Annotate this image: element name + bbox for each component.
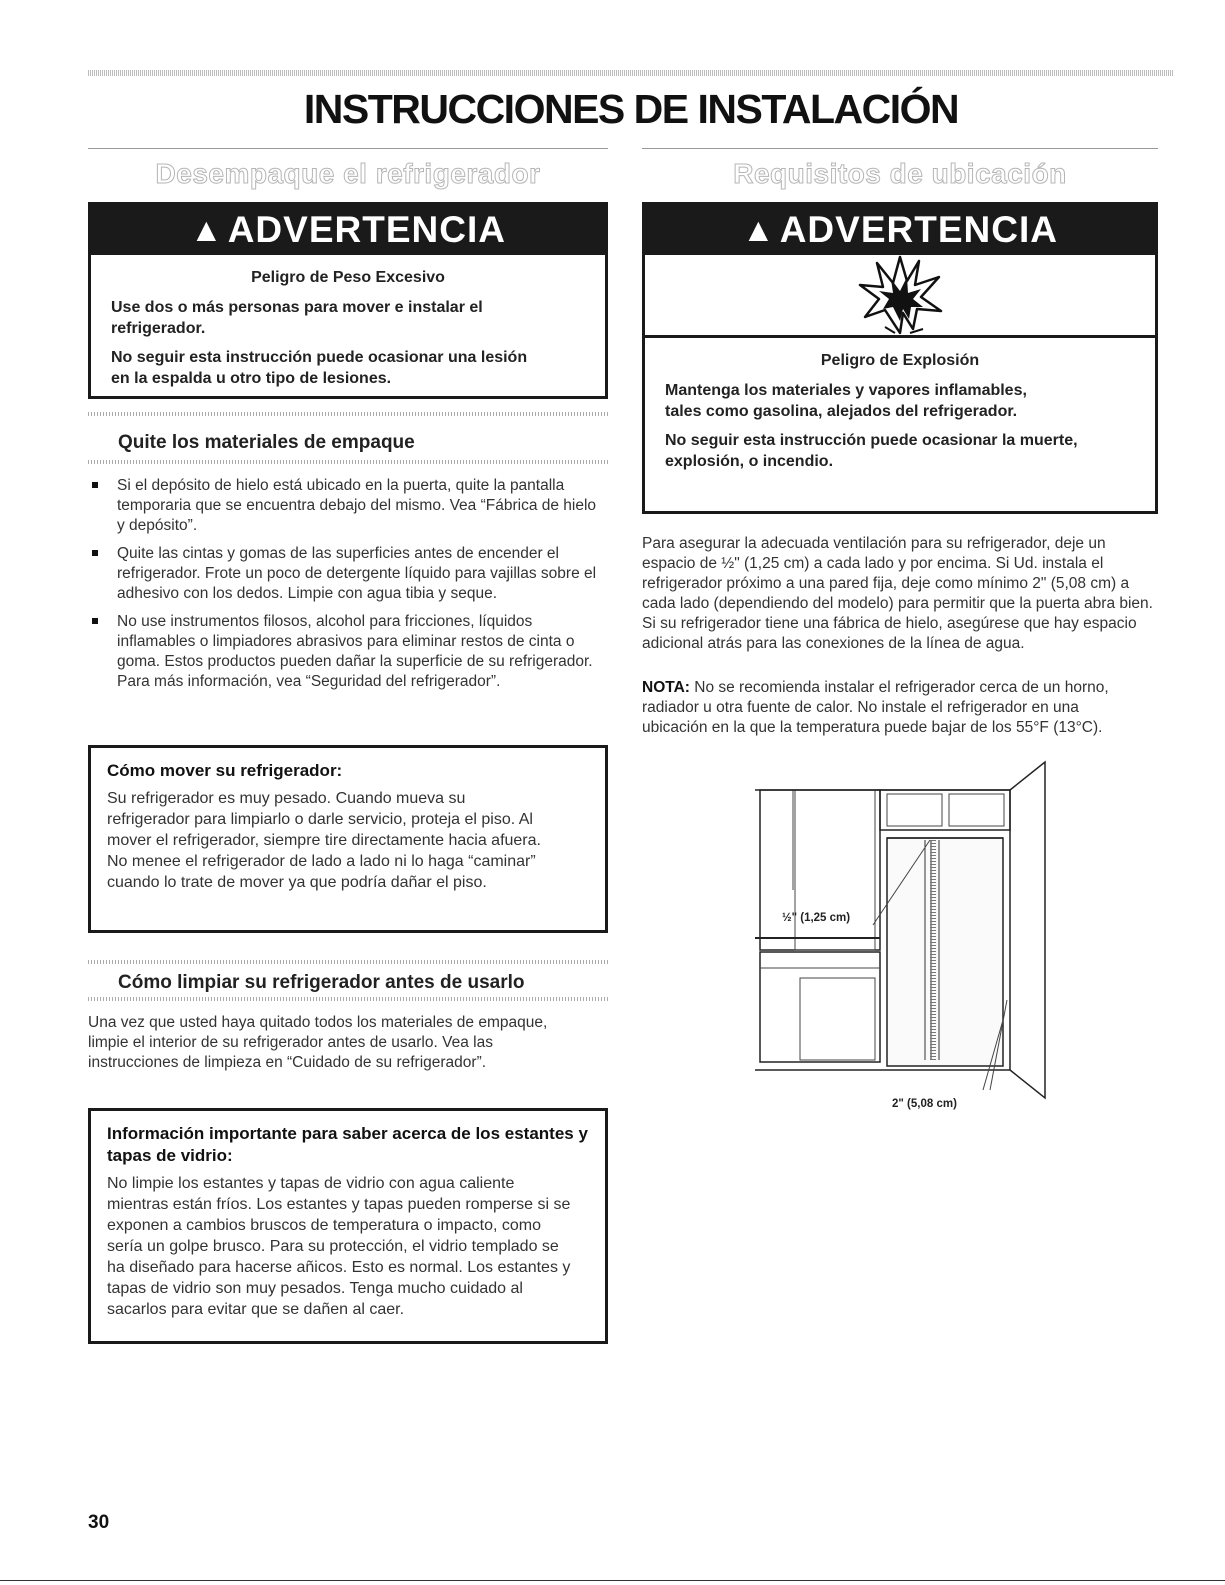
left-column-rule (88, 148, 608, 149)
left-section-title: Desempaque el refrigerador (155, 158, 541, 189)
warning-consequence: No seguir esta instrucción puede ocasionar la muerte, explosión, o incendio. (665, 432, 1078, 470)
top-decorative-band (88, 70, 1174, 76)
subhead-divider (88, 412, 608, 416)
warning-triangle-icon: ▲ (742, 211, 776, 248)
bullet-square-icon (92, 618, 98, 624)
ventilation-text: Para asegurar la adecuada ventilación para su refrigerador, deje un espacio de ½" (1,25 cm) a cada lado y por encima. Si Ud. instala el refrigerador próximo a una pared fija, deje como mínimo 2" (5,08 cm) a cada lado (dependiendo del modelo) para permitir que la puerta abra bien. Si su refrigerador tiene una fábrica de hielo, asegúrese que hay espacio adicional atrás para las conexiones de la línea de agua. (642, 535, 1153, 652)
note-text: No se recomienda instalar el refrigerador cerca de un horno, radiador u otra fuente de calor. No instale el refrigerador en una ubicación en la que la temperatura puede bajar de los 55°F (13°C). (642, 679, 1109, 736)
bullet-square-icon (92, 482, 98, 488)
cleaning-text: Una vez que usted haya quitado todos los materiales de empaque, limpie el interior de su refrigerador antes de usarlo. Vea las instrucciones de limpieza en “Cuidado de su refrigerador”. (88, 1014, 548, 1071)
warning-header (91, 205, 605, 255)
moving-info-box (88, 745, 608, 933)
diagram-label-half-inch: ½" (1,25 cm) (782, 912, 851, 924)
glass-info-box (88, 1108, 608, 1344)
moving-box-title: Cómo mover su refrigerador: (107, 761, 343, 780)
installation-diagram (755, 760, 1055, 1120)
warning-body (645, 338, 1155, 490)
subhead-divider (88, 960, 608, 964)
diagram-label-two-inch: 2" (5,08 cm) (892, 1098, 957, 1110)
warning-instruction: Use dos o más personas para mover e instalar el refrigerador. (111, 299, 483, 337)
moving-box-text: Su refrigerador es muy pesado. Cuando mueva su refrigerador para limpiarlo o darle servicio, proteja el piso. Al mover el refrigerador, siempre tire directamente hacia afuera. No menee el refrigerador de lado a lado ni lo haga “caminar” cuando lo trate de mover ya que podría dañar el piso. (107, 790, 541, 891)
right-column-rule (642, 148, 1158, 149)
explosion-icon-cell (645, 255, 1155, 338)
warning-consequence: No seguir esta instrucción puede ocasionar una lesión en la espalda u otro tipo de lesiones. (111, 349, 528, 387)
list-item: No use instrumentos filosos, alcohol para fricciones, líquidos inflamables o limpiadores abrasivos para eliminar restos de cinta o goma. Estos productos pueden dañar la superficie de su refrigerador. Para más información, vea “Seguridad del refrigerador”. (88, 612, 608, 692)
subhead-divider (88, 997, 608, 1001)
list-item: Si el depósito de hielo está ubicado en la puerta, quite la pantalla temporaria que se encuentra debajo del mismo. Vea “Fábrica de hielo y depósito”. (88, 476, 608, 536)
note-label: NOTA: (642, 679, 690, 696)
explosion-warning-box (642, 202, 1158, 514)
cleaning-heading: Cómo limpiar su refrigerador antes de usarlo (118, 972, 525, 993)
explosion-icon (855, 255, 945, 335)
warning-header (645, 205, 1155, 255)
weight-warning-box (88, 202, 608, 399)
warning-triangle-icon: ▲ (190, 211, 224, 248)
bullet-square-icon (92, 550, 98, 556)
warning-instruction: Mantenga los materiales y vapores inflamables, tales como gasolina, alejados del refrigerador. (665, 382, 1027, 420)
glass-box-text: No limpie los estantes y tapas de vidrio con agua caliente mientras están fríos. Los estantes y tapas pueden romperse si se exponen a cambios bruscos de temperatura o impacto, como sería un golpe brusco. Para su protección, el vidrio templado se ha diseñado para hacerse añicos. Esto es normal. Los estantes y tapas de vidrio son muy pesados. Tenga mucho cuidado al sacarlos para evitar que se dañen al caer. (107, 1175, 571, 1318)
warning-hazard-title: Peligro de Explosión (820, 352, 980, 369)
subhead-divider (88, 460, 608, 464)
list-item: Quite las cintas y gomas de las superficies antes de encender el refrigerador. Frote un poco de detergente líquido para vajillas sobre el adhesivo con los dedos. Limpie con agua tibia y seque. (88, 544, 608, 604)
page-title: INSTRUCCIONES DE INSTALACIÓN (303, 86, 959, 132)
warning-hazard-title: Peligro de Peso Excesivo (251, 269, 445, 286)
bottom-border (0, 1580, 1225, 1581)
note-paragraph (642, 678, 1132, 738)
packing-heading: Quite los materiales de empaque (118, 432, 415, 453)
warning-header-label: ADVERTENCIA (227, 209, 506, 250)
warning-body (91, 255, 605, 407)
page-number: 30 (88, 1512, 110, 1533)
right-section-title: Requisitos de ubicación (733, 158, 1067, 189)
warning-header-label: ADVERTENCIA (779, 209, 1058, 250)
glass-box-title: Información importante para saber acerca de los estantes y tapas de vidrio: (107, 1124, 588, 1165)
packing-bullet-list (88, 476, 608, 700)
